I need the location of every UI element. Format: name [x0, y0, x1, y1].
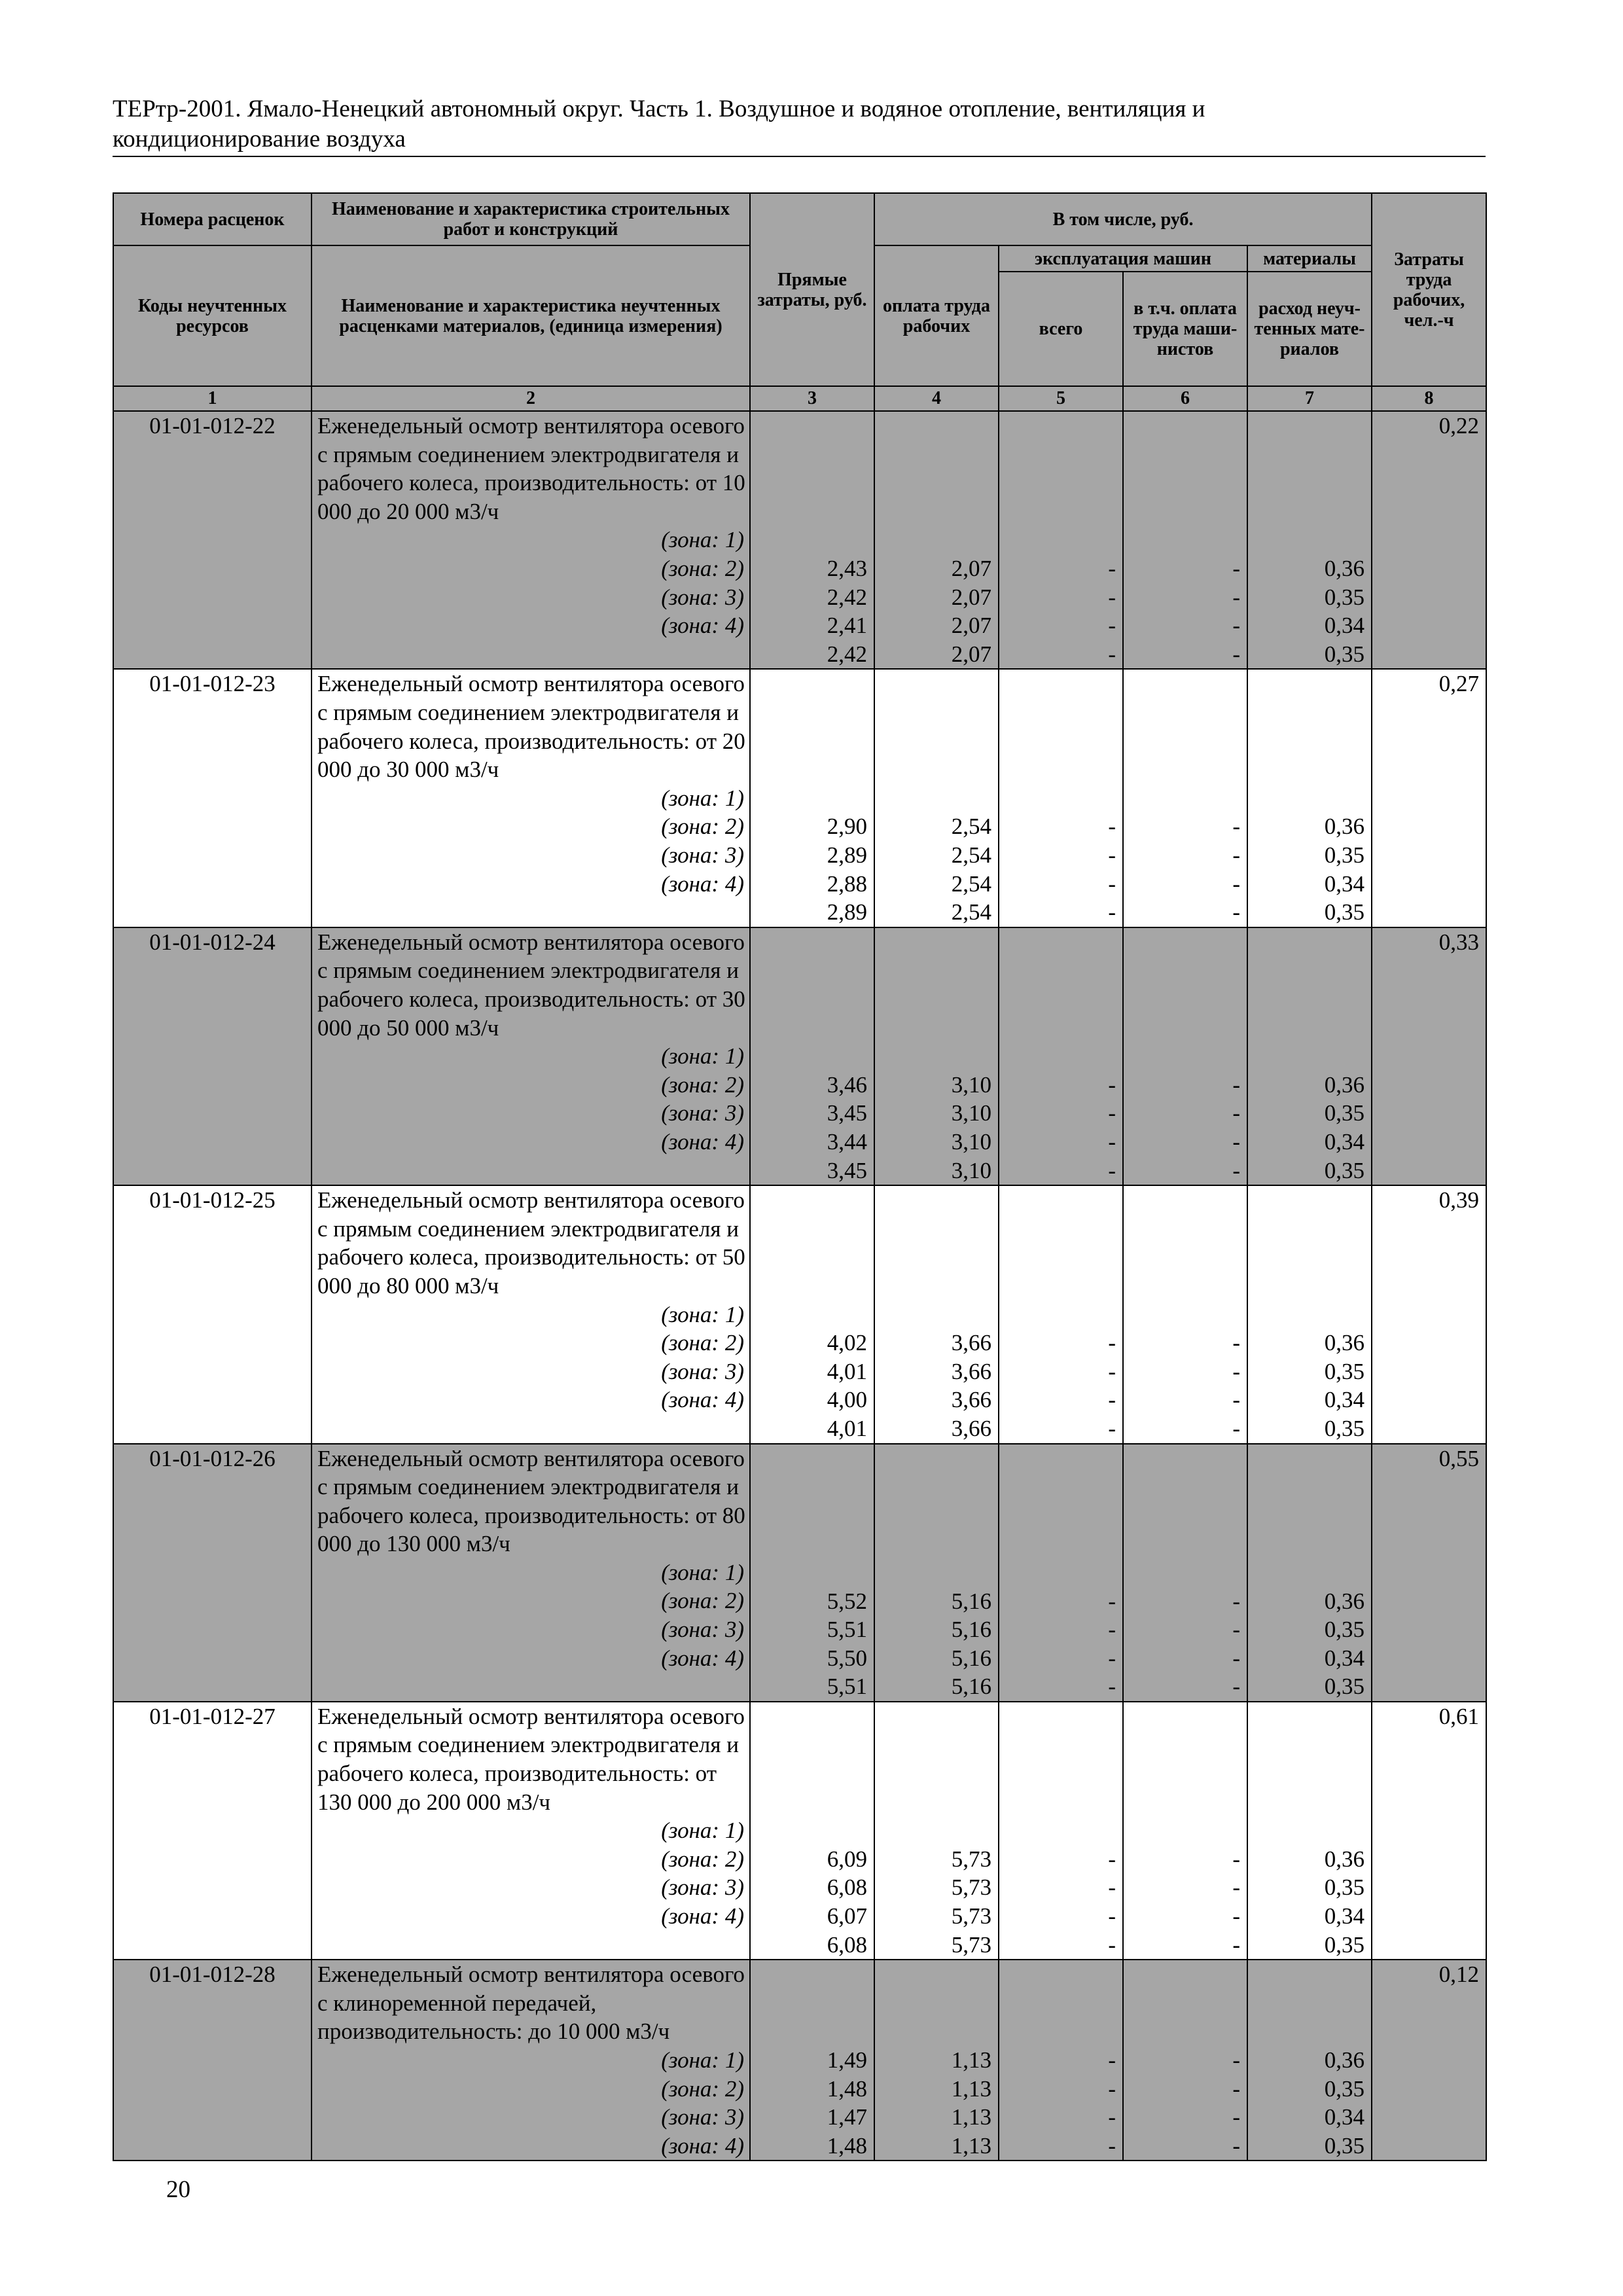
rate-description: [312, 1960, 750, 2161]
value-cell: 1,13: [951, 2075, 991, 2102]
th-labor-costs: Затраты труда рабочих, чел.-ч: [1372, 193, 1486, 386]
value-cell: -: [1108, 1588, 1116, 1614]
value-cell: 2,54: [951, 814, 991, 840]
rate-description: [312, 1702, 750, 1960]
machinist-pay-cell: [1123, 927, 1247, 1185]
table-row: [113, 1702, 1486, 1960]
table-row: [113, 669, 1486, 927]
value-cell: -: [1232, 899, 1240, 925]
th-total: всего: [999, 272, 1123, 386]
machine-total-cell: [999, 1960, 1123, 2161]
value-cell: -: [1232, 1931, 1240, 1958]
labor-cost: 0,61: [1372, 1702, 1486, 1960]
direct-costs-cell: [750, 411, 874, 669]
document-header: [113, 94, 1486, 157]
value-cell: 0,36: [1324, 2047, 1365, 2073]
value-cell: -: [1232, 2047, 1240, 2073]
value-cell: -: [1108, 842, 1116, 868]
zone-label: (зона: 2): [661, 1330, 744, 1356]
value-cell: -: [1108, 1903, 1116, 1929]
zone-label: (зона: 3): [661, 1100, 744, 1126]
value-cell: -: [1232, 1846, 1240, 1872]
machine-total-cell: [999, 411, 1123, 669]
machinist-pay-cell: [1123, 669, 1247, 927]
value-cell: 3,10: [951, 1071, 991, 1098]
value-cell: -: [1232, 1617, 1240, 1643]
rate-code: 01-01-012-27: [113, 1702, 312, 1960]
th-including: В том числе, руб.: [874, 193, 1372, 245]
value-cell: 3,10: [951, 1157, 991, 1183]
zone-label: (зона: 4): [661, 1903, 744, 1929]
value-cell: 3,10: [951, 1100, 991, 1126]
value-cell: 2,43: [827, 556, 867, 581]
machine-total-cell: [999, 1702, 1123, 1960]
value-cell: 0,35: [1324, 1157, 1365, 1183]
value-cell: 0,36: [1324, 1330, 1365, 1356]
value-cell: 2,42: [827, 641, 867, 667]
value-cell: 2,07: [951, 584, 991, 610]
value-cell: -: [1108, 1100, 1116, 1126]
value-cell: -: [1232, 1100, 1240, 1126]
value-cell: -: [1108, 899, 1116, 925]
zone-label: (зона: 3): [661, 1617, 744, 1643]
machine-total-cell: [999, 927, 1123, 1185]
value-cell: -: [1232, 1645, 1240, 1671]
rate-description: [312, 669, 750, 927]
value-cell: 5,73: [951, 1903, 991, 1929]
value-cell: 0,34: [1324, 870, 1365, 897]
value-cell: -: [1232, 1358, 1240, 1384]
zone-label: (зона: 2): [661, 2075, 744, 2102]
value-cell: 0,34: [1324, 1903, 1365, 1929]
zone-label: (зона: 1): [661, 1559, 744, 1585]
value-cell: 2,54: [951, 899, 991, 925]
value-cell: -: [1108, 1874, 1116, 1901]
col-number: 6: [1123, 386, 1247, 411]
value-cell: 0,35: [1324, 1100, 1365, 1126]
zone-label: (зона: 1): [661, 2047, 744, 2073]
zone-label: (зона: 3): [661, 842, 744, 868]
th-resource-codes: Коды неучтенных ресурсов: [113, 245, 312, 386]
zone-label: (зона: 2): [661, 1071, 744, 1098]
value-cell: 0,35: [1324, 1931, 1365, 1958]
rate-code: 01-01-012-22: [113, 411, 312, 669]
col-number: 8: [1372, 386, 1486, 411]
value-cell: 4,00: [827, 1387, 867, 1413]
description-text: Еженедельный осмотр вентилятора осевого с прямым соединением электродвигателя и рабочего колеса, производительность: от 130 000 до 200 000 м3/ч: [317, 1703, 745, 1815]
col-number: 2: [312, 386, 750, 411]
value-cell: -: [1108, 584, 1116, 610]
value-cell: -: [1108, 2132, 1116, 2159]
value-cell: 1,47: [827, 2104, 867, 2130]
value-cell: 1,48: [827, 2075, 867, 2102]
description-text: Еженедельный осмотр вентилятора осевого с прямым соединением электродвигателя и рабочего колеса, производительность: от 30 000 до 50 000 м3/ч: [317, 929, 745, 1041]
value-cell: 3,45: [827, 1157, 867, 1183]
zone-label: (зона: 1): [661, 527, 744, 553]
zone-label: (зона: 2): [661, 1588, 744, 1614]
value-cell: 1,13: [951, 2132, 991, 2159]
worker-pay-cell: [874, 1185, 999, 1443]
rate-description: [312, 927, 750, 1185]
value-cell: 1,13: [951, 2104, 991, 2130]
worker-pay-cell: [874, 1960, 999, 2161]
zone-label: (зона: 1): [661, 785, 744, 811]
value-cell: -: [1108, 1674, 1116, 1700]
value-cell: -: [1108, 2047, 1116, 2073]
value-cell: -: [1108, 2104, 1116, 2130]
header-line-2: кондиционирование воздуха: [113, 126, 406, 152]
zone-label: (зона: 2): [661, 814, 744, 840]
value-cell: 2,54: [951, 842, 991, 868]
table-row: [113, 1444, 1486, 1702]
value-cell: -: [1108, 556, 1116, 581]
value-cell: -: [1232, 641, 1240, 667]
value-cell: -: [1232, 1330, 1240, 1356]
materials-cell: [1247, 411, 1372, 669]
value-cell: 4,01: [827, 1358, 867, 1384]
value-cell: 3,66: [951, 1358, 991, 1384]
table-row: [113, 1960, 1486, 2161]
value-cell: 3,46: [827, 1071, 867, 1098]
value-cell: 0,35: [1324, 1358, 1365, 1384]
direct-costs-cell: [750, 669, 874, 927]
value-cell: 0,35: [1324, 2075, 1365, 2102]
value-cell: 2,07: [951, 556, 991, 581]
value-cell: 0,35: [1324, 1617, 1365, 1643]
value-cell: -: [1232, 814, 1240, 840]
machinist-pay-cell: [1123, 1444, 1247, 1702]
zone-label: (зона: 3): [661, 1874, 744, 1901]
value-cell: 5,73: [951, 1846, 991, 1872]
value-cell: 5,16: [951, 1674, 991, 1700]
zone-label: (зона: 1): [661, 1301, 744, 1327]
zone-label: (зона: 1): [661, 1043, 744, 1069]
value-cell: 0,36: [1324, 1071, 1365, 1098]
value-cell: 1,13: [951, 2047, 991, 2073]
rate-code: 01-01-012-23: [113, 669, 312, 927]
machinist-pay-cell: [1123, 411, 1247, 669]
value-cell: 4,01: [827, 1415, 867, 1441]
value-cell: 3,44: [827, 1128, 867, 1155]
value-cell: 2,54: [951, 870, 991, 897]
machine-total-cell: [999, 669, 1123, 927]
labor-cost: 0,12: [1372, 1960, 1486, 2161]
machinist-pay-cell: [1123, 1185, 1247, 1443]
value-cell: 2,89: [827, 899, 867, 925]
value-cell: -: [1232, 613, 1240, 639]
value-cell: 0,35: [1324, 641, 1365, 667]
value-cell: 6,08: [827, 1874, 867, 1901]
value-cell: 2,88: [827, 870, 867, 897]
value-cell: 5,50: [827, 1645, 867, 1671]
description-text: Еженедельный осмотр вентилятора осевого с прямым соединением электродвигателя и рабочего колеса, производительность: от 10 000 до 20 000 м3/ч: [317, 413, 745, 524]
value-cell: 0,35: [1324, 899, 1365, 925]
value-cell: -: [1108, 1931, 1116, 1958]
materials-cell: [1247, 1702, 1372, 1960]
description-text: Еженедельный осмотр вентилятора осевого с прямым соединением электродвигателя и рабочего колеса, производительность: от 20 000 до 30 000 м3/ч: [317, 671, 745, 783]
materials-cell: [1247, 1185, 1372, 1443]
value-cell: -: [1108, 1157, 1116, 1183]
value-cell: 5,51: [827, 1674, 867, 1700]
col-number: 4: [874, 386, 999, 411]
value-cell: 0,36: [1324, 1588, 1365, 1614]
worker-pay-cell: [874, 1444, 999, 1702]
value-cell: 3,45: [827, 1100, 867, 1126]
header-line-1: ТЕРтр-2001. Ямало-Ненецкий автономный округ. Часть 1. Воздушное и водяное отопление, вентиляция и: [113, 96, 1205, 122]
th-worker-pay: оплата труда рабочих: [874, 245, 999, 386]
value-cell: -: [1232, 1903, 1240, 1929]
zone-label: (зона: 4): [661, 2132, 744, 2159]
value-cell: -: [1232, 1387, 1240, 1413]
value-cell: -: [1108, 613, 1116, 639]
value-cell: -: [1232, 556, 1240, 581]
direct-costs-cell: [750, 1960, 874, 2161]
value-cell: -: [1232, 2132, 1240, 2159]
materials-cell: [1247, 927, 1372, 1185]
value-cell: -: [1232, 1415, 1240, 1441]
worker-pay-cell: [874, 1702, 999, 1960]
description-text: Еженедельный осмотр вентилятора осевого с прямым соединением электродвигателя и рабочего колеса, производительность: от 80 000 до 130 000 м3/ч: [317, 1445, 745, 1557]
th-machine-operation: эксплуатация машин: [999, 245, 1247, 272]
direct-costs-cell: [750, 1444, 874, 1702]
machine-total-cell: [999, 1444, 1123, 1702]
value-cell: 1,49: [827, 2047, 867, 2073]
value-cell: 0,34: [1324, 1387, 1365, 1413]
direct-costs-cell: [750, 1702, 874, 1960]
value-cell: 0,35: [1324, 842, 1365, 868]
table-row: [113, 411, 1486, 669]
labor-cost: 0,55: [1372, 1444, 1486, 1702]
th-material-names: Наименование и характеристика неучтенных расценками материалов, (единица измерения): [312, 245, 750, 386]
value-cell: 0,36: [1324, 814, 1365, 840]
labor-cost: 0,27: [1372, 669, 1486, 927]
materials-cell: [1247, 1960, 1372, 2161]
rate-code: 01-01-012-28: [113, 1960, 312, 2161]
zone-label: (зона: 1): [661, 1818, 744, 1844]
direct-costs-cell: [750, 1185, 874, 1443]
zone-label: (зона: 3): [661, 1358, 744, 1384]
th-unaccounted-materials: расход неуч-тенных мате-риалов: [1247, 272, 1372, 386]
value-cell: 0,34: [1324, 1128, 1365, 1155]
value-cell: -: [1108, 1128, 1116, 1155]
value-cell: -: [1108, 1846, 1116, 1872]
value-cell: -: [1232, 2075, 1240, 2102]
direct-costs-cell: [750, 927, 874, 1185]
zone-label: (зона: 2): [661, 1846, 744, 1872]
value-cell: 3,66: [951, 1387, 991, 1413]
value-cell: 2,90: [827, 814, 867, 840]
value-cell: -: [1108, 870, 1116, 897]
rate-description: [312, 1185, 750, 1443]
labor-cost: 0,33: [1372, 927, 1486, 1185]
value-cell: 3,10: [951, 1128, 991, 1155]
value-cell: 0,34: [1324, 1645, 1365, 1671]
zone-label: (зона: 2): [661, 555, 744, 581]
value-cell: 5,51: [827, 1617, 867, 1643]
worker-pay-cell: [874, 669, 999, 927]
page-number: 20: [166, 2176, 190, 2203]
rate-description: [312, 1444, 750, 1702]
labor-cost: 0,22: [1372, 411, 1486, 669]
value-cell: -: [1232, 842, 1240, 868]
zone-label: (зона: 4): [661, 1645, 744, 1671]
value-cell: 2,41: [827, 613, 867, 639]
machinist-pay-cell: [1123, 1960, 1247, 2161]
value-cell: 3,66: [951, 1330, 991, 1356]
col-number: 1: [113, 386, 312, 411]
value-cell: 5,16: [951, 1588, 991, 1614]
value-cell: 0,35: [1324, 1874, 1365, 1901]
value-cell: 1,48: [827, 2132, 867, 2159]
value-cell: -: [1232, 1157, 1240, 1183]
value-cell: 0,35: [1324, 1674, 1365, 1700]
value-cell: -: [1232, 584, 1240, 610]
materials-cell: [1247, 1444, 1372, 1702]
description-text: Еженедельный осмотр вентилятора осевого с клиноременной передачей, производительность: до 10 000 м3/ч: [317, 1962, 745, 2045]
rate-description: [312, 411, 750, 669]
value-cell: 5,73: [951, 1874, 991, 1901]
machine-total-cell: [999, 1185, 1123, 1443]
materials-cell: [1247, 669, 1372, 927]
zone-label: (зона: 4): [661, 870, 744, 897]
th-work-name: Наименование и характеристика строительных работ и конструкций: [312, 193, 750, 245]
value-cell: -: [1108, 1387, 1116, 1413]
value-cell: 3,66: [951, 1415, 991, 1441]
col-number: 5: [999, 386, 1123, 411]
th-materials: материалы: [1247, 245, 1372, 272]
value-cell: 2,42: [827, 584, 867, 610]
zone-label: (зона: 4): [661, 1128, 744, 1155]
value-cell: 2,07: [951, 613, 991, 639]
zone-label: (зона: 4): [661, 613, 744, 639]
value-cell: -: [1232, 1874, 1240, 1901]
value-cell: -: [1108, 2075, 1116, 2102]
value-cell: 6,09: [827, 1846, 867, 1872]
value-cell: 0,36: [1324, 1846, 1365, 1872]
labor-cost: 0,39: [1372, 1185, 1486, 1443]
value-cell: -: [1108, 1617, 1116, 1643]
value-cell: -: [1232, 1128, 1240, 1155]
table-row: [113, 1185, 1486, 1443]
rate-code: 01-01-012-24: [113, 927, 312, 1185]
col-number: 7: [1247, 386, 1372, 411]
value-cell: 6,07: [827, 1903, 867, 1929]
value-cell: -: [1108, 1358, 1116, 1384]
value-cell: -: [1108, 1330, 1116, 1356]
value-cell: 6,08: [827, 1931, 867, 1958]
value-cell: 4,02: [827, 1330, 867, 1356]
worker-pay-cell: [874, 411, 999, 669]
zone-label: (зона: 3): [661, 584, 744, 610]
value-cell: -: [1108, 1071, 1116, 1098]
rate-code: 01-01-012-25: [113, 1185, 312, 1443]
value-cell: 0,34: [1324, 613, 1365, 639]
value-cell: 2,89: [827, 842, 867, 868]
value-cell: -: [1232, 1588, 1240, 1614]
th-rate-numbers: Номера расценок: [113, 193, 312, 245]
value-cell: 0,36: [1324, 556, 1365, 581]
value-cell: -: [1232, 1674, 1240, 1700]
zone-label: (зона: 3): [661, 2104, 744, 2130]
th-direct-costs: Прямые затраты, руб.: [750, 193, 874, 386]
value-cell: 0,34: [1324, 2104, 1365, 2130]
table-row: [113, 927, 1486, 1185]
value-cell: -: [1108, 1415, 1116, 1441]
value-cell: 0,35: [1324, 1415, 1365, 1441]
value-cell: 0,35: [1324, 2132, 1365, 2159]
value-cell: 0,35: [1324, 584, 1365, 610]
worker-pay-cell: [874, 927, 999, 1185]
value-cell: -: [1108, 641, 1116, 667]
th-machinist-pay: в т.ч. оплата труда маши-нистов: [1123, 272, 1247, 386]
value-cell: -: [1108, 1645, 1116, 1671]
value-cell: -: [1232, 870, 1240, 897]
value-cell: -: [1108, 814, 1116, 840]
value-cell: 5,73: [951, 1931, 991, 1958]
rate-code: 01-01-012-26: [113, 1444, 312, 1702]
value-cell: -: [1232, 1071, 1240, 1098]
rates-table: [113, 192, 1487, 2161]
machinist-pay-cell: [1123, 1702, 1247, 1960]
value-cell: 5,16: [951, 1617, 991, 1643]
zone-label: (зона: 4): [661, 1387, 744, 1413]
value-cell: -: [1232, 2104, 1240, 2130]
description-text: Еженедельный осмотр вентилятора осевого с прямым соединением электродвигателя и рабочего колеса, производительность: от 50 000 до 80 000 м3/ч: [317, 1187, 745, 1299]
col-number: 3: [750, 386, 874, 411]
value-cell: 5,16: [951, 1645, 991, 1671]
value-cell: 5,52: [827, 1588, 867, 1614]
value-cell: 2,07: [951, 641, 991, 667]
